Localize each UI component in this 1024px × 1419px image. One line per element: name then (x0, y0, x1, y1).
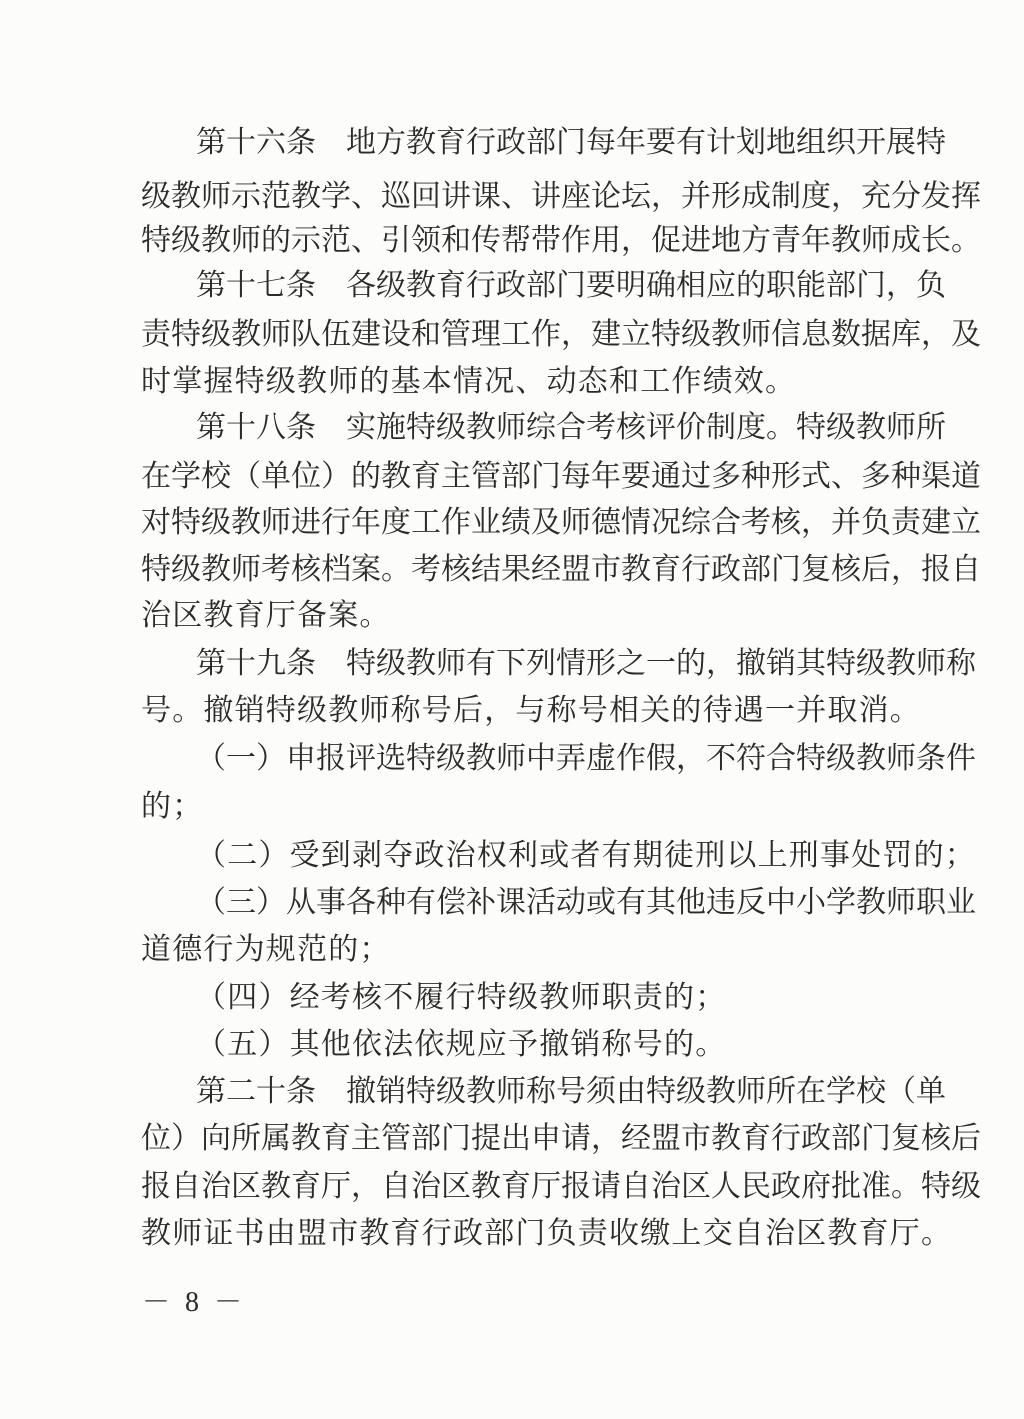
text-line: 特级教师考核档案。考核结果经盟市教育行政部门复核后，报自 (141, 552, 981, 587)
text-line: 报自治区教育厅，自治区教育厅报请自治区人民政府批准。特级 (141, 1169, 981, 1204)
text-line: 的； (141, 789, 204, 824)
text-line: 第十七条 各级教育行政部门要明确相应的职能部门，负 (196, 268, 946, 303)
text-line: （一）申报评选特级教师中弄虚作假，不符合特级教师条件 (196, 741, 976, 776)
text-line: 位）向所属教育主管部门提出申请，经盟市教育行政部门复核后 (141, 1121, 981, 1156)
text-line: （二）受到剥夺政治权利或者有期徒刑以上刑事处罚的； (196, 838, 976, 873)
text-line: （四）经考核不履行特级教师职责的； (196, 980, 727, 1015)
text-line: 第十六条 地方教育行政部门每年要有计划地组织开展特 (196, 125, 946, 160)
text-line: 号。撤销特级教师称号后，与称号相关的待遇一并取消。 (141, 693, 921, 728)
text-line: 第二十条 撤销特级教师称号须由特级教师所在学校（单 (196, 1074, 946, 1109)
text-line: 对特级教师进行年度工作业绩及师德情况综合考核，并负责建立 (141, 505, 981, 540)
text-line: 责特级教师队伍建设和管理工作，建立特级教师信息数据库，及 (141, 317, 981, 352)
text-line: （三）从事各种有偿补课活动或有其他违反中小学教师职业 (196, 885, 976, 920)
text-line: 级教师示范教学、巡回讲课、讲座论坛，并形成制度，充分发挥 (141, 179, 981, 214)
text-line: 在学校（单位）的教育主管部门每年要通过多种形式、多种渠道 (141, 459, 981, 494)
text-line: 第十九条 特级教师有下列情形之一的，撤销其特级教师称 (196, 646, 976, 681)
text-line: 特级教师的示范、引领和传帮带作用，促进地方青年教师成长。 (141, 223, 981, 258)
text-line: 教师证书由盟市教育行政部门负责收缴上交自治区教育厅。 (141, 1216, 953, 1251)
text-line: 时掌握特级教师的基本情况、动态和工作绩效。 (141, 364, 797, 399)
page-number: － 8 － (142, 1287, 247, 1318)
text-line: 道德行为规范的； (141, 932, 391, 967)
text-line: 第十八条 实施特级教师综合考核评价制度。特级教师所 (196, 410, 946, 445)
text-line: 治区教育厅备案。 (141, 598, 391, 633)
text-line: （五）其他依法依规应予撤销称号的。 (196, 1027, 727, 1062)
